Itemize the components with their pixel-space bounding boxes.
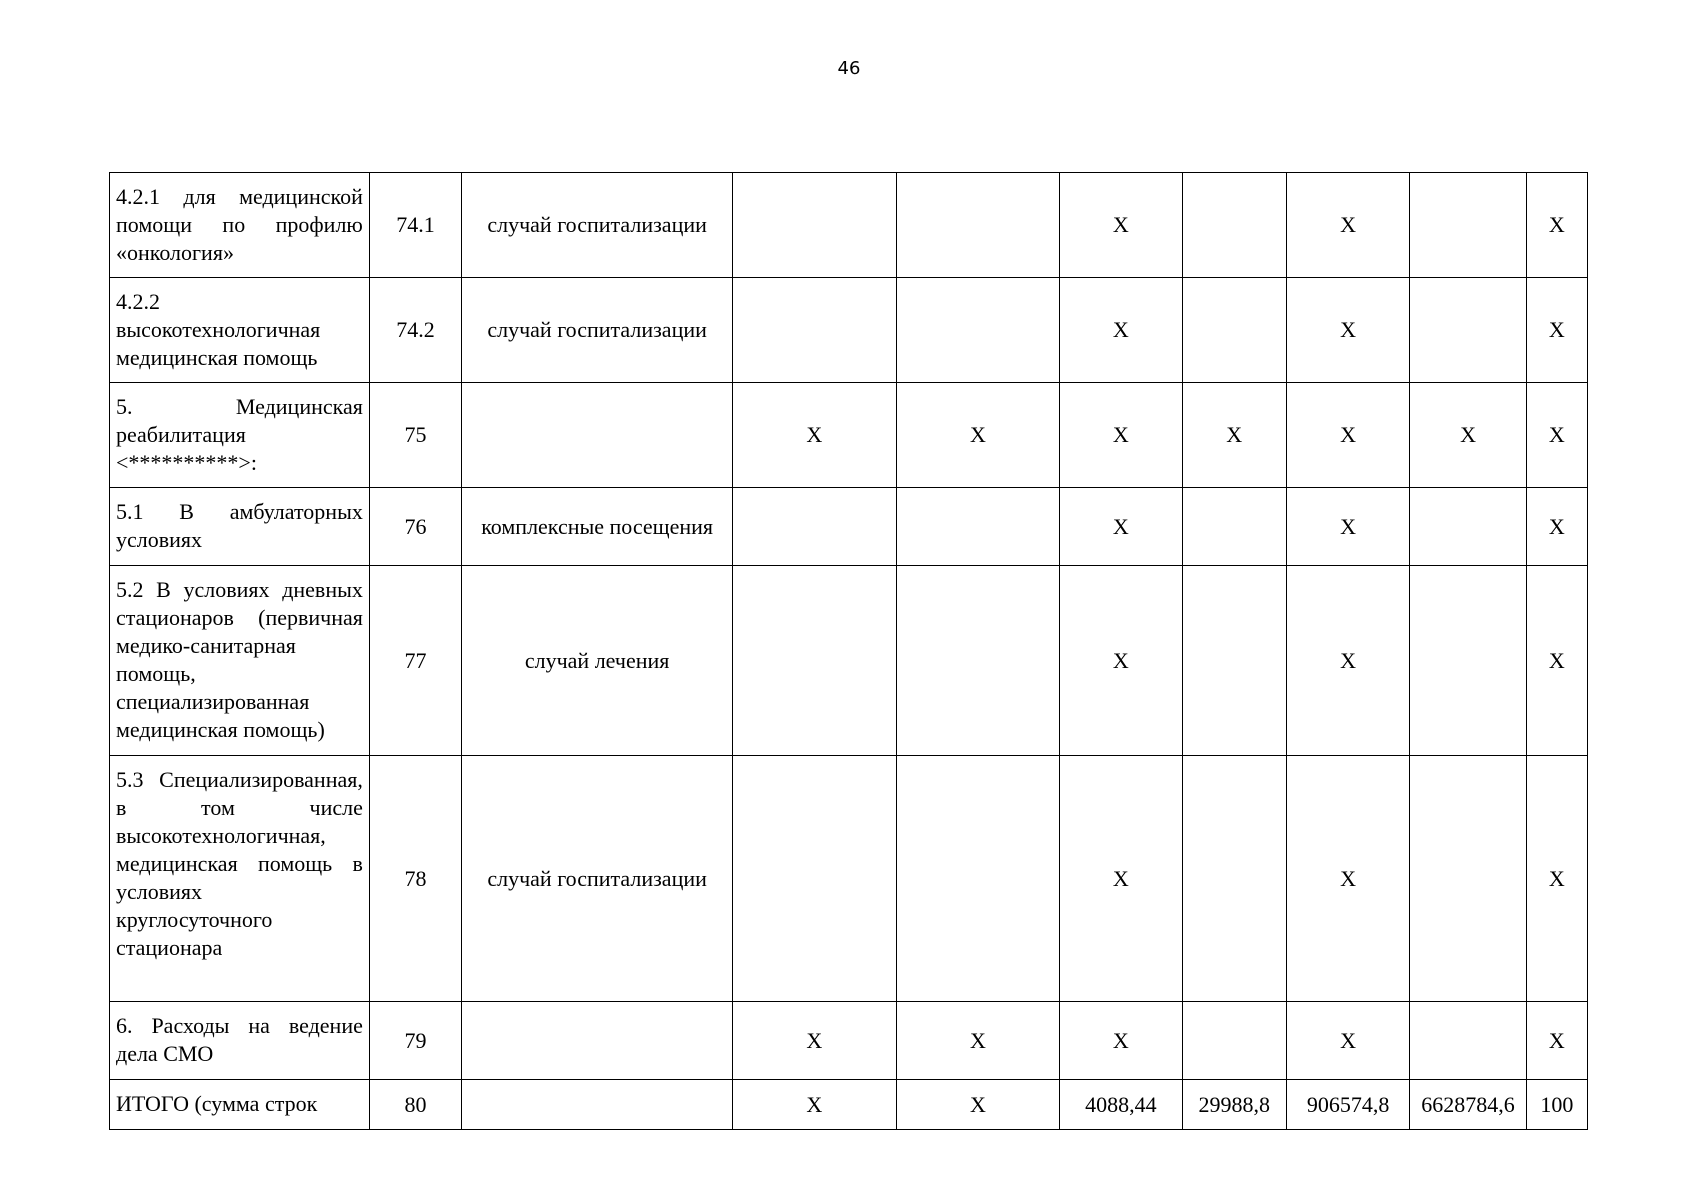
cell-col5: X xyxy=(896,1080,1060,1130)
row-unit: комплексные посещения xyxy=(462,488,733,566)
cell-col10: X xyxy=(1526,1002,1587,1080)
cell-col7 xyxy=(1182,488,1286,566)
cell-col6: X xyxy=(1060,566,1182,756)
row-unit: случай госпитализации xyxy=(462,278,733,383)
cell-col8: 906574,8 xyxy=(1286,1080,1409,1130)
cell-col7 xyxy=(1182,566,1286,756)
cell-col5 xyxy=(896,756,1060,1002)
row-code: 74.2 xyxy=(369,278,461,383)
row-unit: случай лечения xyxy=(462,566,733,756)
cell-col6: X xyxy=(1060,488,1182,566)
table-row xyxy=(110,1002,1588,1080)
cell-col5 xyxy=(896,566,1060,756)
cell-col6: X xyxy=(1060,756,1182,1002)
table-row xyxy=(110,278,1588,383)
cell-col5 xyxy=(896,278,1060,383)
cell-col7 xyxy=(1182,756,1286,1002)
cell-col10: X xyxy=(1526,566,1587,756)
cell-col8: X xyxy=(1286,1002,1409,1080)
row-code: 78 xyxy=(369,756,461,1002)
table-row xyxy=(110,1080,1588,1130)
row-code: 74.1 xyxy=(369,173,461,278)
cell-col4 xyxy=(733,488,897,566)
row-name: 5. Медицинская реабилитация <**********>: xyxy=(110,383,370,488)
page-number: 46 xyxy=(837,58,861,79)
cell-col8: X xyxy=(1286,173,1409,278)
cell-col4: X xyxy=(733,1002,897,1080)
data-table xyxy=(109,172,1588,1130)
cell-col7: X xyxy=(1182,383,1286,488)
cell-col9 xyxy=(1410,173,1526,278)
cell-col9: 6628784,6 xyxy=(1410,1080,1526,1130)
row-name: 4.2.2 высокотехнологичная медицинская помощь xyxy=(110,278,370,383)
cell-col5: X xyxy=(896,383,1060,488)
row-unit xyxy=(462,1002,733,1080)
cell-col10: X xyxy=(1526,756,1587,1002)
row-unit: случай госпитализации xyxy=(462,756,733,1002)
cell-col4 xyxy=(733,278,897,383)
cell-col8: X xyxy=(1286,488,1409,566)
cell-col4 xyxy=(733,173,897,278)
row-name: 5.2 В условиях дневных стационаров (первичная медико-санитарная помощь, специализированная медицинская помощь) xyxy=(110,566,370,756)
table-row xyxy=(110,756,1588,1002)
table-row xyxy=(110,488,1588,566)
cell-col9 xyxy=(1410,756,1526,1002)
cell-col6: X xyxy=(1060,278,1182,383)
row-code: 76 xyxy=(369,488,461,566)
row-unit xyxy=(462,1080,733,1130)
cell-col6: X xyxy=(1060,173,1182,278)
cell-col9: X xyxy=(1410,383,1526,488)
row-name: 4.2.1 для медицинской помощи по профилю «онкология» xyxy=(110,173,370,278)
cell-col9 xyxy=(1410,488,1526,566)
cell-col10: X xyxy=(1526,383,1587,488)
cell-col4 xyxy=(733,756,897,1002)
cell-col5: X xyxy=(896,1002,1060,1080)
row-code: 75 xyxy=(369,383,461,488)
cell-col8: X xyxy=(1286,566,1409,756)
table-row xyxy=(110,173,1588,278)
cell-col7 xyxy=(1182,278,1286,383)
cell-col5 xyxy=(896,173,1060,278)
cell-col4 xyxy=(733,566,897,756)
row-name: 6. Расходы на ведение дела СМО xyxy=(110,1002,370,1080)
cell-col5 xyxy=(896,488,1060,566)
table-row xyxy=(110,566,1588,756)
row-code: 77 xyxy=(369,566,461,756)
cell-col10: X xyxy=(1526,173,1587,278)
cell-col7: 29988,8 xyxy=(1182,1080,1286,1130)
row-name: 5.1 В амбулаторных условиях xyxy=(110,488,370,566)
cell-col4: X xyxy=(733,383,897,488)
cell-col6: X xyxy=(1060,383,1182,488)
row-unit xyxy=(462,383,733,488)
cell-col8: X xyxy=(1286,278,1409,383)
table-row xyxy=(110,383,1588,488)
cell-col9 xyxy=(1410,1002,1526,1080)
row-name: ИТОГО (сумма строк xyxy=(110,1080,370,1130)
cell-col10: X xyxy=(1526,488,1587,566)
cell-col9 xyxy=(1410,278,1526,383)
cell-col9 xyxy=(1410,566,1526,756)
row-name: 5.3 Специализированная, в том числе высокотехнологичная, медицинская помощь в условиях круглосуточного стационара xyxy=(110,756,370,1002)
cell-col10: X xyxy=(1526,278,1587,383)
cell-col8: X xyxy=(1286,756,1409,1002)
cell-col10: 100 xyxy=(1526,1080,1587,1130)
row-code: 80 xyxy=(369,1080,461,1130)
row-unit: случай госпитализации xyxy=(462,173,733,278)
cell-col8: X xyxy=(1286,383,1409,488)
cell-col6: X xyxy=(1060,1002,1182,1080)
row-code: 79 xyxy=(369,1002,461,1080)
cell-col4: X xyxy=(733,1080,897,1130)
cell-col7 xyxy=(1182,173,1286,278)
cell-col6: 4088,44 xyxy=(1060,1080,1182,1130)
cell-col7 xyxy=(1182,1002,1286,1080)
